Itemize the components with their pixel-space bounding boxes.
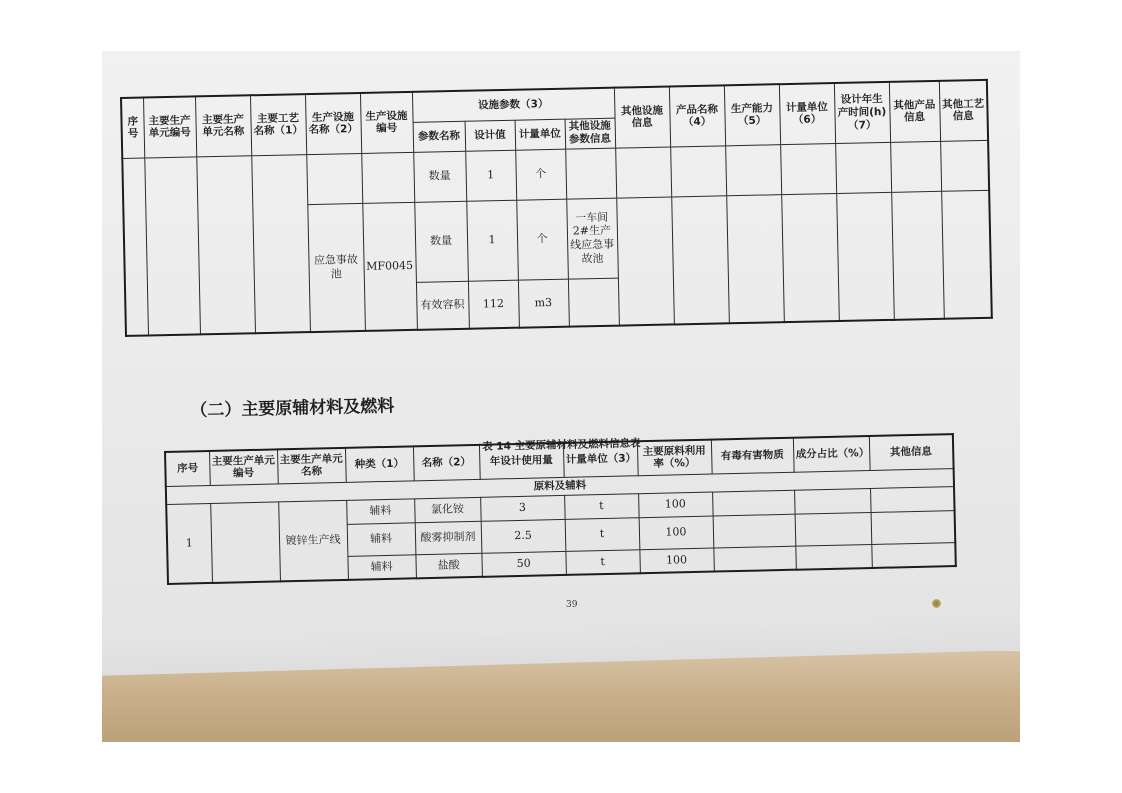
cell-empty <box>941 190 992 319</box>
cell-empty <box>794 488 871 514</box>
header-process-name: 主要工艺名称（1） <box>250 94 306 155</box>
cell-measure-unit: m3 <box>518 279 569 328</box>
paper-page <box>102 51 1020 681</box>
header-unit-name: 主要生产单元名称 <box>195 95 251 156</box>
cell-empty <box>781 193 839 322</box>
section-title: （二）主要原辅材料及燃料 <box>190 396 395 421</box>
header-other-process: 其他工艺信息 <box>939 80 988 141</box>
cell-empty <box>726 194 784 323</box>
cell-annual-use: 2.5 <box>481 519 566 553</box>
header-other: 其他信息 <box>869 434 954 470</box>
cell-utilization: 100 <box>639 516 714 550</box>
cell-facility-code: MF0045 <box>362 202 417 331</box>
document-photo <box>102 51 1020 742</box>
group-label: 原料及辅料 <box>166 468 954 504</box>
cell-empty <box>870 486 955 512</box>
cell-unit-name: 镀锌生产线 <box>278 500 348 582</box>
cell-measure-unit: 个 <box>516 199 568 280</box>
cell-empty <box>616 196 674 325</box>
cell-empty <box>890 141 941 192</box>
cell-process-name <box>251 154 310 333</box>
cell-facility-name: 应急事故池 <box>307 203 365 332</box>
cell-empty <box>713 546 796 572</box>
header-facility-name: 生产设施名称（2） <box>305 93 361 154</box>
cell-facility-code-prev <box>361 152 414 203</box>
cell-empty <box>795 512 872 546</box>
header-ratio: 成分占比（%） <box>793 436 870 472</box>
header-unit-name: 主要生产单元名称 <box>277 448 346 484</box>
cell-empty <box>712 490 795 516</box>
cell-name: 氯化铵 <box>414 497 481 522</box>
page-number: 39 <box>566 600 578 610</box>
facility-table-wrap <box>120 79 993 337</box>
cell-design-value: 1 <box>465 150 516 201</box>
cell-empty <box>713 514 796 548</box>
cell-empty <box>836 192 894 321</box>
cell-param-name: 有效容积 <box>416 281 469 330</box>
header-measure-unit: 计量单位 <box>515 119 566 150</box>
header-other-facility-info: 其他设施信息 <box>614 87 670 148</box>
cell-type: 辅料 <box>347 554 416 580</box>
cell-empty <box>780 143 836 194</box>
cell-empty <box>891 191 944 320</box>
cell-other-param-info <box>568 278 619 327</box>
header-name: 名称（2） <box>413 445 480 480</box>
header-other-param-info: 其他设施参数信息 <box>565 118 616 149</box>
header-design-time: 设计年生产时间(h)（7） <box>834 82 890 143</box>
header-param-name: 参数名称 <box>413 121 466 152</box>
facility-table <box>120 79 993 337</box>
cell-facility-name-prev <box>306 153 362 204</box>
header-other-product: 其他产品信息 <box>889 81 940 142</box>
cell-measure-unit: 个 <box>515 149 566 200</box>
header-annual-use: 年设计使用量 <box>479 443 564 479</box>
cell-unit-code <box>210 501 280 583</box>
cell-annual-use: 50 <box>481 551 566 577</box>
cell-empty <box>615 146 671 197</box>
header-utilization: 主要原料利用率（%） <box>637 440 712 476</box>
cell-type: 辅料 <box>347 522 416 556</box>
header-seq: 序号 <box>165 451 210 486</box>
header-unit-code: 主要生产单元编号 <box>209 449 278 485</box>
cell-empty <box>871 510 956 544</box>
cell-empty <box>671 195 729 324</box>
cell-empty <box>725 144 781 195</box>
header-facility-code: 生产设施编号 <box>360 92 413 153</box>
cell-design-value: 1 <box>466 200 518 281</box>
header-unit-code: 主要生产单元编号 <box>143 96 196 157</box>
cell-empty <box>795 544 872 570</box>
cell-seq: 1 <box>166 503 212 584</box>
cell-utilization: 100 <box>639 548 714 574</box>
cell-utilization: 100 <box>638 492 713 518</box>
cell-name: 盐酸 <box>415 553 482 578</box>
cell-design-value: 112 <box>468 280 519 329</box>
cell-empty <box>871 542 956 568</box>
cell-unit-code <box>144 156 200 335</box>
header-measure-unit: 计量单位（3） <box>563 441 638 477</box>
cell-unit-name <box>196 155 255 334</box>
cell-param-name: 数量 <box>414 201 468 282</box>
cell-empty <box>835 142 891 193</box>
cell-measure-unit: t <box>565 549 640 575</box>
header-design-value: 设计值 <box>465 120 516 151</box>
cell-param-name: 数量 <box>413 151 466 202</box>
header-params-group: 设施参数（3） <box>412 88 615 122</box>
cell-other-param-info: 一车间2#生产线应急事故池 <box>566 198 618 279</box>
cell-empty <box>940 140 989 191</box>
header-toxic: 有毒有害物质 <box>711 438 794 474</box>
cell-type: 辅料 <box>346 498 415 524</box>
header-type: 种类（1） <box>345 446 414 482</box>
table-caption: 表 14 主要原辅材料及燃料信息表 <box>482 437 641 453</box>
cell-name: 酸雾抑制剂 <box>415 521 482 554</box>
cell-measure-unit: t <box>564 493 639 519</box>
header-unit6: 计量单位（6） <box>779 83 835 144</box>
cell-other-param-info <box>565 148 616 199</box>
header-capacity: 生产能力（5） <box>724 84 780 145</box>
header-product-name: 产品名称（4） <box>669 85 725 146</box>
header-seq: 序号 <box>121 98 144 158</box>
cell-annual-use: 3 <box>480 495 565 521</box>
materials-table <box>164 433 957 585</box>
cell-empty <box>670 145 726 196</box>
cell-measure-unit: t <box>565 517 640 551</box>
materials-table-wrap <box>164 433 957 585</box>
paper-stain <box>932 599 941 608</box>
